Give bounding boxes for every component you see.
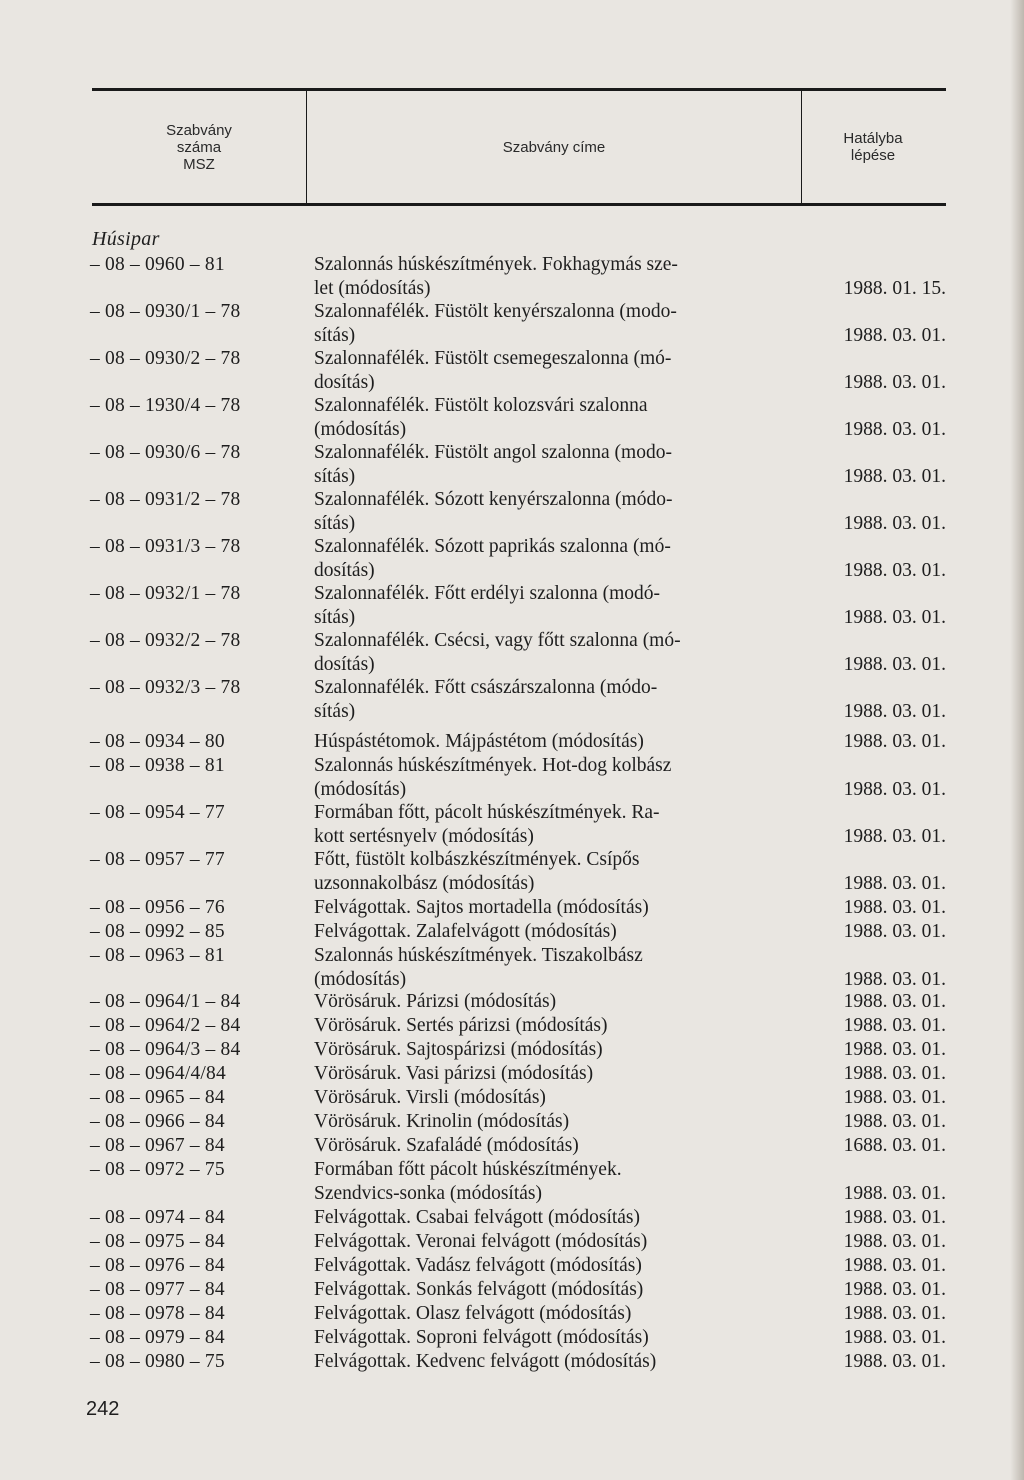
standard-title: Szalonnás húskészítmények. Hot-dog kolbász (módosítás) — [314, 755, 672, 800]
standard-title: Szalonnafélék. Csécsi, vagy főtt szalonna (mó- dosítás) — [314, 630, 681, 675]
effective-date: 1988. 03. 01. — [843, 700, 946, 722]
header-effective-date-line1: Hatályba — [843, 130, 903, 147]
effective-date: 1988. 03. 01. — [843, 1255, 946, 1276]
effective-date: 1988. 03. 01. — [843, 731, 946, 752]
standard-title: Szalonnafélék. Füstölt kenyérszalonna (modo- sítás) — [314, 301, 677, 346]
standard-number: – 08 – 0967 – 84 — [90, 1135, 225, 1156]
header-standard-number-line2: száma — [176, 138, 222, 156]
standard-title: Vörösáruk. Krinolin (módosítás) — [314, 1111, 570, 1132]
section-title: Húsipar — [92, 228, 160, 250]
standard-number: – 08 – 0963 – 81 — [90, 945, 225, 966]
effective-date: 1988. 03. 01. — [843, 1207, 946, 1228]
effective-date: 1988. 03. 01. — [843, 968, 946, 990]
standard-title: Főtt, füstölt kolbászkészítmények. Csípős uzsonnakolbász (módosítás) — [314, 849, 640, 894]
standard-number: – 08 – 0992 – 85 — [90, 921, 225, 942]
effective-date: 1988. 03. 01. — [843, 512, 946, 534]
standard-number: – 08 – 0965 – 84 — [90, 1087, 225, 1108]
standard-number: – 08 – 0977 – 84 — [90, 1279, 225, 1300]
effective-date: 1988. 03. 01. — [843, 897, 946, 918]
page-number: 242 — [86, 1398, 120, 1420]
standard-number: – 08 – 0964/2 – 84 — [90, 1015, 241, 1036]
effective-date: 1988. 03. 01. — [843, 1182, 946, 1204]
standard-title: Formában főtt pácolt húskészítmények. Szendvics-sonka (módosítás) — [314, 1159, 622, 1204]
standard-number: – 08 – 0964/1 – 84 — [90, 991, 241, 1012]
standard-number: – 08 – 0979 – 84 — [90, 1327, 225, 1348]
standard-number: – 08 – 0931/2 – 78 — [90, 489, 241, 510]
standard-title: Szalonnafélék. Sózott paprikás szalonna (mó- dosítás) — [314, 536, 671, 581]
standard-number: – 08 – 0934 – 80 — [90, 731, 225, 752]
standard-number: – 08 – 0957 – 77 — [90, 849, 225, 870]
effective-date: 1988. 03. 01. — [843, 1015, 946, 1036]
standard-number: – 08 – 0956 – 76 — [90, 897, 225, 918]
effective-date: 1988. 03. 01. — [843, 1039, 946, 1060]
standard-number: – 08 – 0931/3 – 78 — [90, 536, 241, 557]
standard-title: Szalonnás húskészítmények. Fokhagymás sze- let (módosítás) — [314, 254, 678, 299]
standard-number: – 08 – 0975 – 84 — [90, 1231, 225, 1252]
effective-date: 1988. 03. 01. — [843, 559, 946, 581]
effective-date: 1988. 03. 01. — [843, 1351, 946, 1372]
standard-title: Vörösáruk. Párizsi (módosítás) — [314, 991, 557, 1012]
standard-title: Szalonnafélék. Sózott kenyérszalonna (módo- sítás) — [314, 489, 673, 534]
effective-date: 1988. 03. 01. — [843, 1087, 946, 1108]
standard-number: – 08 – 0976 – 84 — [90, 1255, 225, 1276]
standard-title: Felvágottak. Soproni felvágott (módosítás) — [314, 1327, 649, 1348]
effective-date: 1688. 03. 01. — [843, 1135, 946, 1156]
standard-title: Felvágottak. Vadász felvágott (módosítás) — [314, 1255, 642, 1276]
standard-title: Húspástétomok. Májpástétom (módosítás) — [314, 731, 644, 752]
effective-date: 1988. 03. 01. — [843, 371, 946, 393]
standard-title: Felvágottak. Zalafelvágott (módosítás) — [314, 921, 617, 942]
standard-number: – 08 – 0930/6 – 78 — [90, 442, 241, 463]
standard-title: Felvágottak. Sajtos mortadella (módosítás) — [314, 897, 649, 918]
effective-date: 1988. 03. 01. — [843, 1063, 946, 1084]
effective-date: 1988. 03. 01. — [843, 1303, 946, 1324]
standard-title: Szalonnafélék. Füstölt csemegeszalonna (mó- dosítás) — [314, 348, 672, 393]
standard-title: Vörösáruk. Sertés párizsi (módosítás) — [314, 1015, 608, 1036]
standard-title: Szalonnafélék. Füstölt kolozsvári szalonna (módosítás) — [314, 395, 648, 440]
standard-title: Felvágottak. Csabai felvágott (módosítás) — [314, 1207, 641, 1228]
standard-number: – 08 – 0964/3 – 84 — [90, 1039, 241, 1060]
standard-number: – 08 – 0966 – 84 — [90, 1111, 225, 1132]
standard-number: – 08 – 0978 – 84 — [90, 1303, 225, 1324]
effective-date: 1988. 03. 01. — [843, 418, 946, 440]
standard-number: – 08 – 1930/4 – 78 — [90, 395, 241, 416]
header-standard-number-line3: MSZ — [183, 155, 215, 173]
standard-title: Vörösáruk. Vasi párizsi (módosítás) — [314, 1063, 594, 1084]
standard-title: Felvágottak. Sonkás felvágott (módosítás) — [314, 1279, 644, 1300]
effective-date: 1988. 03. 01. — [843, 921, 946, 942]
header-standard-number-line1: Szabvány — [166, 121, 232, 139]
effective-date: 1988. 03. 01. — [843, 778, 946, 800]
standard-title: Felvágottak. Olasz felvágott (módosítás) — [314, 1303, 632, 1324]
effective-date: 1988. 03. 01. — [843, 1111, 946, 1132]
effective-date: 1988. 03. 01. — [843, 324, 946, 346]
effective-date: 1988. 01. 15. — [843, 277, 946, 299]
standard-number: – 08 – 0972 – 75 — [90, 1159, 225, 1180]
standard-number: – 08 – 0930/1 – 78 — [90, 301, 241, 322]
standard-number: – 08 – 0960 – 81 — [90, 254, 225, 275]
standard-title: Vörösáruk. Virsli (módosítás) — [314, 1087, 546, 1108]
standard-title: Vörösáruk. Sajtospárizsi (módosítás) — [314, 1039, 603, 1060]
standard-number: – 08 – 0932/3 – 78 — [90, 677, 241, 698]
effective-date: 1988. 03. 01. — [843, 1327, 946, 1348]
effective-date: 1988. 03. 01. — [843, 465, 946, 487]
standard-title: Felvágottak. Veronai felvágott (módosítás) — [314, 1231, 648, 1252]
standard-title: Szalonnafélék. Főtt erdélyi szalonna (modó- sítás) — [314, 583, 661, 628]
standard-number: – 08 – 0974 – 84 — [90, 1207, 225, 1228]
effective-date: 1988. 03. 01. — [843, 606, 946, 628]
standard-number: – 08 – 0932/2 – 78 — [90, 630, 241, 651]
effective-date: 1988. 03. 01. — [843, 1231, 946, 1252]
standard-number: – 08 – 0954 – 77 — [90, 802, 225, 823]
effective-date: 1988. 03. 01. — [843, 1279, 946, 1300]
standard-number: – 08 – 0980 – 75 — [90, 1351, 225, 1372]
header-effective-date-line2: lépése — [850, 147, 896, 164]
standard-number: – 08 – 0932/1 – 78 — [90, 583, 241, 604]
standard-title: Szalonnafélék. Füstölt angol szalonna (modo- sítás) — [314, 442, 672, 487]
standard-title: Szalonnás húskészítmények. Tiszakolbász (módosítás) — [314, 945, 643, 990]
standard-title: Felvágottak. Kedvenc felvágott (módosítás) — [314, 1351, 657, 1372]
header-standard-title-text: Szabvány címe — [502, 138, 606, 156]
standard-number: – 08 – 0930/2 – 78 — [90, 348, 241, 369]
standard-title: Formában főtt, pácolt húskészítmények. Ra- kott sertésnyelv (módosítás) — [314, 802, 660, 847]
effective-date: 1988. 03. 01. — [843, 653, 946, 675]
effective-date: 1988. 03. 01. — [843, 991, 946, 1012]
standard-title: Vörösáruk. Szafaládé (módosítás) — [314, 1135, 579, 1156]
standard-number: – 08 – 0938 – 81 — [90, 755, 225, 776]
standard-number: – 08 – 0964/4/84 — [90, 1063, 226, 1084]
effective-date: 1988. 03. 01. — [843, 872, 946, 894]
standard-title: Szalonnafélék. Főtt császárszalonna (módo- sítás) — [314, 677, 658, 722]
effective-date: 1988. 03. 01. — [843, 825, 946, 847]
